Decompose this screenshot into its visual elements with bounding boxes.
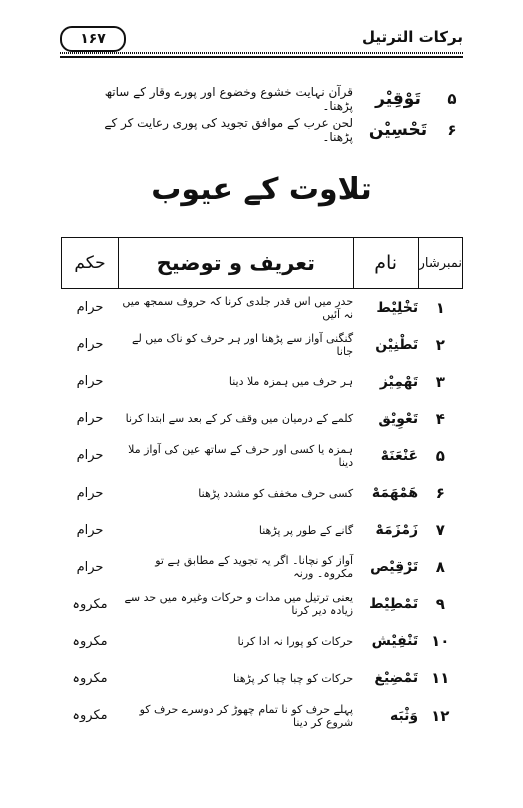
table-row <box>62 549 463 586</box>
fault-definition: حرکات کو پورا نہ ادا کرنا <box>237 634 354 648</box>
header-ruling: حکم <box>62 238 119 289</box>
table-row <box>62 289 463 327</box>
table-row <box>62 363 463 400</box>
fault-ruling: مکروہ <box>72 596 108 612</box>
row-number: ۵ <box>447 90 457 108</box>
fault-name: وَثْبَه <box>389 707 419 724</box>
fault-name: تَمْطِیْط <box>369 596 419 613</box>
header-serial-number: نمبرشار <box>418 238 462 289</box>
term-name: تَحْسِیْن <box>368 120 428 140</box>
intro-row <box>80 87 467 111</box>
fault-ruling: مکروہ <box>72 633 108 649</box>
section-title: تلاوت کے عیوب <box>151 172 372 207</box>
row-number: ۴ <box>435 409 445 428</box>
row-number: ۷ <box>435 521 445 540</box>
table-row <box>62 326 463 363</box>
fault-ruling: حرام <box>76 337 104 353</box>
fault-ruling: مکروہ <box>72 670 108 686</box>
page-number-badge: ۱۶۷ <box>60 26 126 52</box>
fault-name: تَخْلِیْط <box>376 299 419 316</box>
fault-definition: یعنی ترتیل میں مدات و حرکات وغیرہ میں حد سے زیادہ دیر کرنا <box>124 591 354 618</box>
book-title: برکات الترتیل <box>362 28 463 46</box>
fault-definition: گنگنی آواز سے پڑھنا اور ہر حرف کو ناک میں لے جانا <box>132 331 354 358</box>
fault-name: تَمْضِیْغ <box>374 670 419 687</box>
fault-ruling: حرام <box>76 300 104 316</box>
fault-definition: حدر میں اس قدر جلدی کرنا کہ حروف سمجھ میں نہ آئیں <box>122 294 354 321</box>
table-row <box>62 697 463 734</box>
table-row <box>62 623 463 660</box>
fault-definition: آواز کو نچانا۔ اگر یہ تجوید کے مطابق ہے تو مکروہ۔ ورنہ <box>155 554 354 581</box>
term-description: لحن عرب کے موافق تجوید کی پوری رعایت کر کے پڑھنا۔ <box>104 116 353 144</box>
row-number: ۱۲ <box>431 706 450 725</box>
row-number: ۹ <box>435 595 445 614</box>
fault-name: هَمْهَمَهْ <box>371 485 419 502</box>
fault-definition: ہمزہ یا کسی اور حرف کے ساتھ عین کی آواز ملا دینا <box>128 442 354 469</box>
page-header <box>60 24 463 54</box>
fault-ruling: حرام <box>76 485 104 501</box>
table-row <box>62 660 463 697</box>
table-row <box>62 400 463 437</box>
fault-name: تَهْمِیْز <box>379 373 419 390</box>
row-number: ۳ <box>435 372 445 391</box>
fault-definition: حرکات کو چبا چبا کر پڑھنا <box>233 671 354 685</box>
row-number: ۱۱ <box>431 669 450 688</box>
row-number: ۸ <box>435 558 445 577</box>
fault-name: تَطْنِیْن <box>375 336 419 353</box>
fault-definition: ہر حرف میں ہمزہ ملا دینا <box>228 375 354 389</box>
row-number: ۱ <box>435 298 445 317</box>
fault-ruling: حرام <box>76 522 104 538</box>
fault-ruling: حرام <box>76 411 104 427</box>
fault-definition: کلمے کے درمیان میں وقف کر کے بعد سے ابتدا کرنا <box>125 412 354 426</box>
table-row <box>62 437 463 474</box>
term-description: قرآن نہایت خشوع وخضوع اور پورے وقار کے ساتھ پڑھنا۔ <box>104 85 353 113</box>
header-name: نام <box>353 238 418 289</box>
table-header-row <box>62 238 463 289</box>
fault-ruling: حرام <box>76 559 104 575</box>
fault-ruling: حرام <box>76 448 104 464</box>
fault-name: تَرْقِیْص <box>370 559 419 576</box>
fault-name: تَنْفِیْش <box>371 633 419 650</box>
fault-name: عَنْعَنَهْ <box>380 447 419 464</box>
table-row <box>62 512 463 549</box>
fault-definition: پہلے حرف کو نا تمام چھوڑ کر دوسرے حرف کو شروع کر دینا <box>139 702 354 729</box>
fault-name: تَعْوِیْق <box>378 410 419 427</box>
table-row <box>62 586 463 623</box>
term-name: تَوْقِیْر <box>375 89 421 109</box>
intro-row <box>80 118 467 142</box>
header-definition: تعریف و توضیح <box>119 238 354 289</box>
faults-table <box>61 237 463 734</box>
row-number: ۶ <box>435 484 445 503</box>
table-row <box>62 474 463 511</box>
row-number: ۶ <box>447 121 457 139</box>
header-divider <box>60 52 463 58</box>
fault-name: زَمْزَمَهْ <box>375 522 419 539</box>
fault-definition: گانے کے طور پر پڑھنا <box>258 523 354 537</box>
fault-ruling: مکروہ <box>72 708 108 724</box>
fault-definition: کسی حرف مخفف کو مشدد پڑھنا <box>198 486 354 500</box>
row-number: ۱۰ <box>431 632 450 651</box>
row-number: ۲ <box>435 335 445 354</box>
fault-ruling: حرام <box>76 374 104 390</box>
row-number: ۵ <box>435 446 445 465</box>
